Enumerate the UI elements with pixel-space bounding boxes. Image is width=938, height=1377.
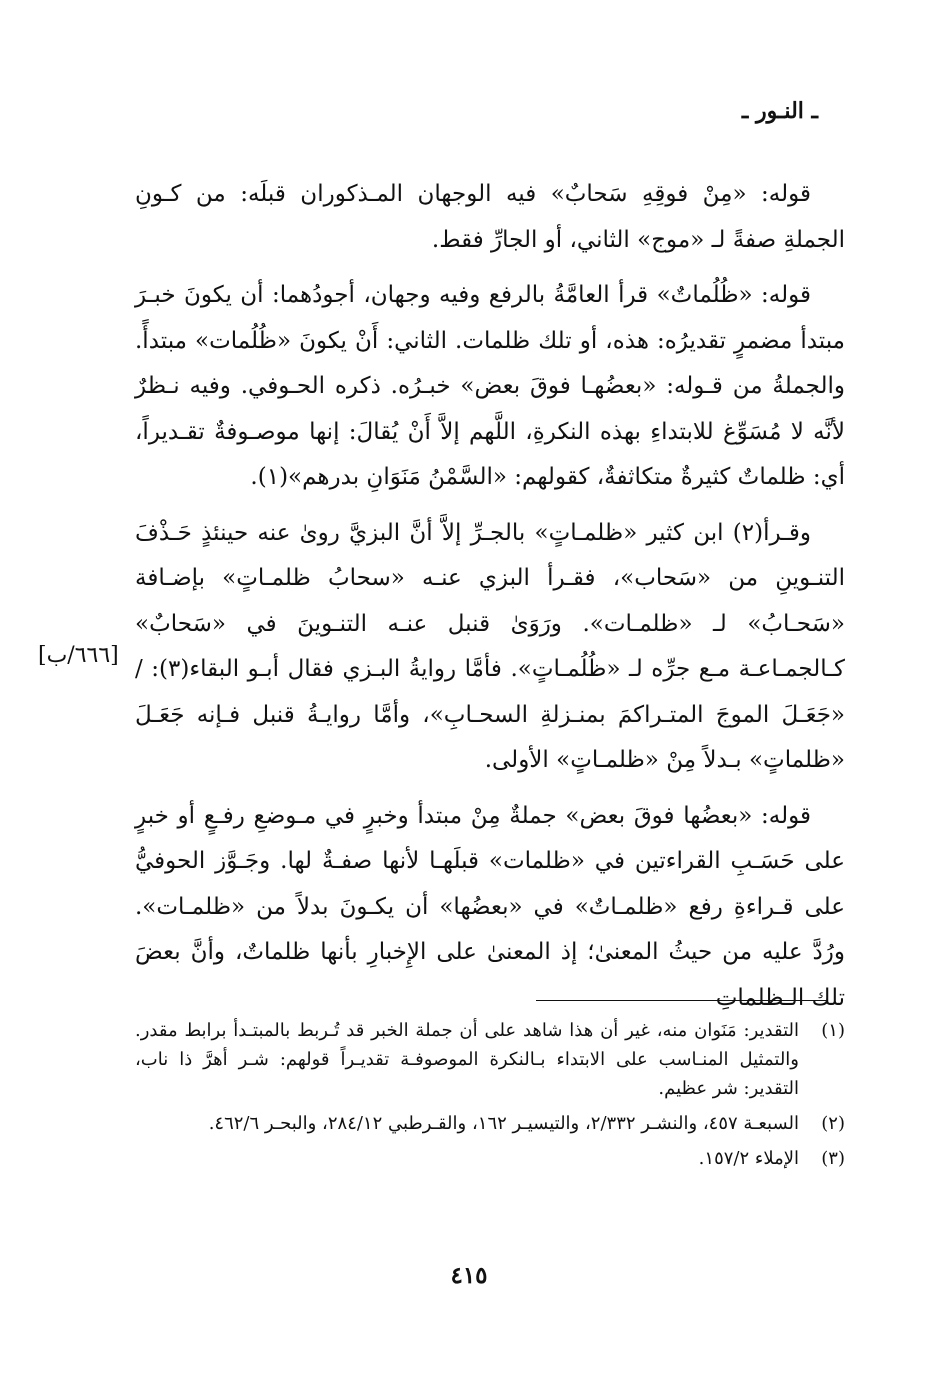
footnote-number: (١) xyxy=(821,1020,845,1041)
footnote-separator xyxy=(536,1000,826,1001)
footnote-number: (٣) xyxy=(821,1148,845,1169)
footnotes xyxy=(135,1016,845,1179)
footnote-text: السبعـة ٤٥٧، والنشـر ٢/٣٣٢، والتيسيـر ١٦٢، والقـرطبي ٢٨٤/١٢، والبحـر ٤٦٢/٦. xyxy=(208,1113,799,1134)
paragraph: قوله: «بعضُها فوقَ بعض» جملةٌ مِنْ مبتدأ وخبرٍ في مـوضعِ رفـعٍ أو خبرٍ على حَسَـبِ القراءتين في «ظلمات» قبلَهـا لأنها صفـةٌ لها. وجَـوَّز الحوفيُّ على قـراءةِ رفع «ظلمـاتٌ» في «بعضُها» أن يكـونَ بدلاً من «ظلمـات». ورُدَّ عليه من حيثُ المعنىٰ؛ إذ المعنىٰ على الإِخبارِ بأنها ظلماتٌ، وأنَّ بعضَ تلك الـظلماتِ xyxy=(135,802,845,1011)
footnote-text: الإملاء ١٥٧/٢. xyxy=(698,1148,799,1169)
footnote xyxy=(135,1109,845,1138)
footnote xyxy=(135,1144,845,1173)
footnote-text: التقدير: مَنَوان منه، غير أن هذا شاهد على أن جملة الخبر قد تُـربط بالمبتـدأ برابط مقدر. والتمثيل المنـاسب على الابتداء بـالنكرة الموصوفـة تقديـراً قولهم: شـر أهرَّ ذا ناب، التقدير: شر عظيم. xyxy=(135,1020,799,1099)
page-number: ٤١٥ xyxy=(450,1262,488,1289)
main-text xyxy=(135,172,845,1021)
footnote-number: (٢) xyxy=(821,1113,845,1134)
paragraph: قوله: «ظُلُماتٌ» قرأ العامَّةُ بالرفع وفيه وجهان، أجودُهما: أن يكونَ خبـرَ مبتدأ مضمرٍ تقديرُه: هذه، أو تلك ظلمات. الثاني: أَنْ يكونَ «ظُلُمات» مبتدأً. والجملةُ من قـوله: «بعضُهـا فوقَ بعض» خبـرُه. ذكره الحـوفي. وفيه نـظرٌ لأنَّه لا مُسَوِّغ للابتداءِ بهذه النكرةِ، اللَّهم إلاَّ أَنْ يُقالَ: إنها موصـوفةٌ تقـديراً، أي: ظلماتٌ كثيرةٌ متكاثفةٌ، كقولهم: «السَّمْنُ مَنَوَانِ بدرهم»(١). xyxy=(135,282,845,490)
manuscript-folio-marker: [٦٦٦/ب] xyxy=(38,643,119,668)
running-header: ـ النـور ـ xyxy=(741,98,818,124)
paragraph: قوله: «مِنْ فوقِهِ سَحابٌ» فيه الوجهان المـذكوران قبلَه: من كـونِ الجملةِ صفةً لـ «موج» الثاني، أو الجارِّ فقط. xyxy=(135,181,845,253)
paragraph: وقـرأ(٢) ابن كثير «ظلمـاتٍ» بالجـرِّ إلاَّ أنَّ البزيَّ روىٰ عنه حينئذٍ حَـذْفَ التنـوينِ من «سَحاب»، فقـرأ البزي عنـه «سحابُ ظلمـاتٍ» بإضـافة «سَحـابُ» لـ «ظلمـات». ورَوَىٰ قنبل عنـه التنـوينَ في «سَحابٌ» كـالجمـاعـة مـع جرِّه لـ «ظُلُمـاتٍ». فأمَّا روايةُ البـزي فقال أبـو البقاء(٣): / «جَعَـلَ الموجَ المتـراكمَ بمنـزلةِ السحـابِ»، وأمَّا روايـةُ قنبل فـإنه جَعَـلَ «ظلماتٍ» بـدلاً مِنْ «ظلمـاتٍ» الأولى. xyxy=(135,519,845,773)
footnote xyxy=(135,1016,845,1103)
